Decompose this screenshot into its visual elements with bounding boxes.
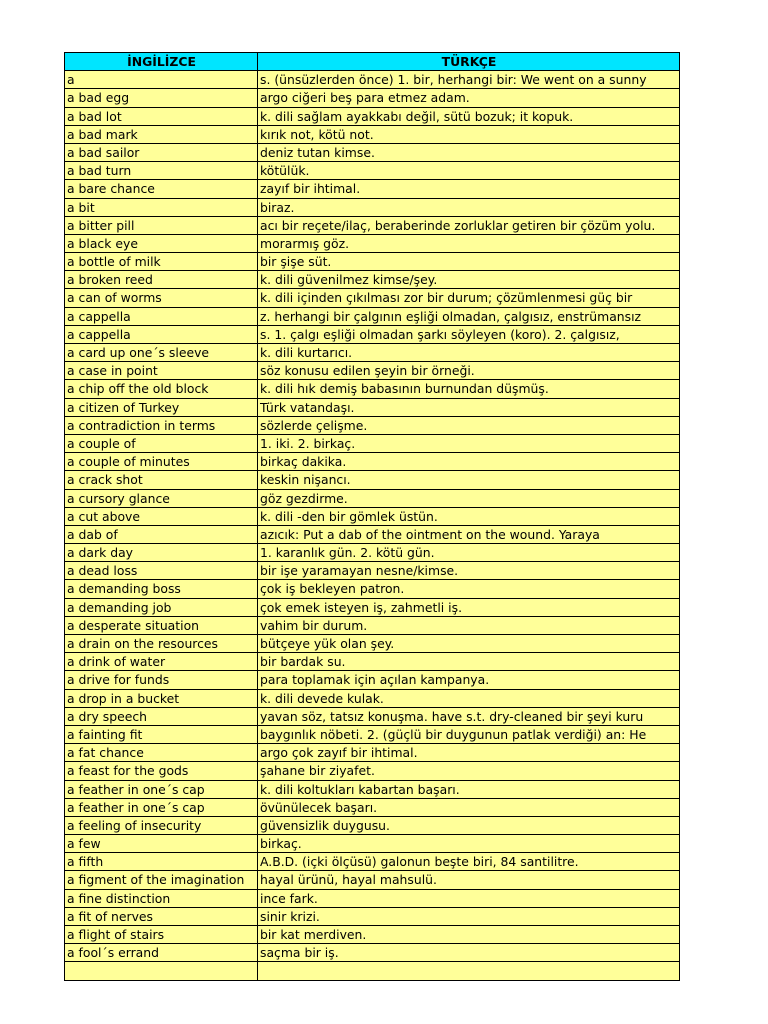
- table-row: [65, 234, 680, 252]
- english-cell[interactable]: a can of worms: [65, 289, 258, 307]
- english-cell[interactable]: a cursory glance: [65, 489, 258, 507]
- dictionary-table: [64, 52, 680, 981]
- turkish-cell[interactable]: A.B.D. (içki ölçüsü) galonun beşte biri, 84 santilitre.: [258, 853, 680, 871]
- english-cell[interactable]: a citizen of Turkey: [65, 398, 258, 416]
- english-cell[interactable]: a fat chance: [65, 744, 258, 762]
- table-row: [65, 471, 680, 489]
- table-row: [65, 398, 680, 416]
- turkish-cell[interactable]: sözlerde çelişme.: [258, 416, 680, 434]
- turkish-cell[interactable]: güvensizlik duygusu.: [258, 816, 680, 834]
- english-cell[interactable]: a cappella: [65, 325, 258, 343]
- turkish-cell[interactable]: morarmış göz.: [258, 234, 680, 252]
- english-cell[interactable]: a black eye: [65, 234, 258, 252]
- header-turkish[interactable]: TÜRKÇE: [258, 53, 680, 71]
- english-cell[interactable]: a contradiction in terms: [65, 416, 258, 434]
- english-cell[interactable]: a: [65, 71, 258, 89]
- english-cell[interactable]: a bad lot: [65, 107, 258, 125]
- turkish-cell[interactable]: kırık not, kötü not.: [258, 125, 680, 143]
- table-row: [65, 434, 680, 452]
- turkish-cell[interactable]: birkaç.: [258, 835, 680, 853]
- english-cell[interactable]: a bad mark: [65, 125, 258, 143]
- english-cell[interactable]: a cappella: [65, 307, 258, 325]
- english-cell[interactable]: a bad egg: [65, 89, 258, 107]
- english-cell[interactable]: a feather in one´s cap: [65, 798, 258, 816]
- table-row: [65, 125, 680, 143]
- turkish-cell[interactable]: keskin nişancı.: [258, 471, 680, 489]
- english-cell[interactable]: a drive for funds: [65, 671, 258, 689]
- turkish-cell[interactable]: çok iş bekleyen patron.: [258, 580, 680, 598]
- turkish-cell[interactable]: k. dili sağlam ayakkabı değil, sütü bozuk; it kopuk.: [258, 107, 680, 125]
- english-cell[interactable]: a fit of nerves: [65, 907, 258, 925]
- table-row: [65, 653, 680, 671]
- english-cell[interactable]: a dab of: [65, 525, 258, 543]
- english-cell[interactable]: a fine distinction: [65, 889, 258, 907]
- english-cell[interactable]: a fool´s errand: [65, 944, 258, 962]
- english-cell[interactable]: a few: [65, 835, 258, 853]
- english-cell[interactable]: a fainting fit: [65, 725, 258, 743]
- table-row: [65, 816, 680, 834]
- table-row: [65, 962, 680, 980]
- turkish-cell[interactable]: k. dili devede kulak.: [258, 689, 680, 707]
- turkish-cell[interactable]: çok emek isteyen iş, zahmetli iş.: [258, 598, 680, 616]
- english-cell[interactable]: a bare chance: [65, 180, 258, 198]
- english-cell[interactable]: a bad sailor: [65, 143, 258, 161]
- table-row: [65, 162, 680, 180]
- table-row: [65, 89, 680, 107]
- turkish-cell[interactable]: [258, 962, 680, 980]
- english-cell[interactable]: a demanding boss: [65, 580, 258, 598]
- english-cell[interactable]: a cut above: [65, 507, 258, 525]
- turkish-cell[interactable]: bütçeye yük olan şey.: [258, 635, 680, 653]
- english-cell[interactable]: a couple of minutes: [65, 453, 258, 471]
- table-row: [65, 180, 680, 198]
- english-cell[interactable]: a fifth: [65, 853, 258, 871]
- turkish-cell[interactable]: vahim bir durum.: [258, 616, 680, 634]
- english-cell[interactable]: a drain on the resources: [65, 635, 258, 653]
- table-row: [65, 889, 680, 907]
- turkish-cell[interactable]: argo ciğeri beş para etmez adam.: [258, 89, 680, 107]
- table-row: [65, 707, 680, 725]
- english-cell[interactable]: [65, 962, 258, 980]
- table-row: [65, 725, 680, 743]
- english-cell[interactable]: a feather in one´s cap: [65, 780, 258, 798]
- table-row: [65, 762, 680, 780]
- english-cell[interactable]: a feast for the gods: [65, 762, 258, 780]
- turkish-cell[interactable]: biraz.: [258, 198, 680, 216]
- table-row: [65, 562, 680, 580]
- table-row: [65, 198, 680, 216]
- turkish-cell[interactable]: 1. karanlık gün. 2. kötü gün.: [258, 544, 680, 562]
- turkish-cell[interactable]: bir işe yaramayan nesne/kimse.: [258, 562, 680, 580]
- turkish-cell[interactable]: k. dili koltukları kabartan başarı.: [258, 780, 680, 798]
- english-cell[interactable]: a drop in a bucket: [65, 689, 258, 707]
- table-row: [65, 598, 680, 616]
- english-cell[interactable]: a bottle of milk: [65, 253, 258, 271]
- english-cell[interactable]: a drink of water: [65, 653, 258, 671]
- turkish-cell[interactable]: k. dili kurtarıcı.: [258, 344, 680, 362]
- table-row: [65, 216, 680, 234]
- turkish-cell[interactable]: ince fark.: [258, 889, 680, 907]
- table-row: [65, 944, 680, 962]
- turkish-cell[interactable]: k. dili hık demiş babasının burnundan düşmüş.: [258, 380, 680, 398]
- table-row: [65, 289, 680, 307]
- table-row: [65, 507, 680, 525]
- table-row: [65, 416, 680, 434]
- turkish-cell[interactable]: göz gezdirme.: [258, 489, 680, 507]
- turkish-cell[interactable]: deniz tutan kimse.: [258, 143, 680, 161]
- table-row: [65, 107, 680, 125]
- turkish-cell[interactable]: zayıf bir ihtimal.: [258, 180, 680, 198]
- table-row: [65, 544, 680, 562]
- table-row: [65, 143, 680, 161]
- turkish-cell[interactable]: kötülük.: [258, 162, 680, 180]
- table-row: [65, 489, 680, 507]
- table-row: [65, 907, 680, 925]
- english-cell[interactable]: a dead loss: [65, 562, 258, 580]
- turkish-cell[interactable]: s. (ünsüzlerden önce) 1. bir, herhangi bir: We went on a sunny: [258, 71, 680, 89]
- turkish-cell[interactable]: hayal ürünü, hayal mahsulü.: [258, 871, 680, 889]
- english-cell[interactable]: a dry speech: [65, 707, 258, 725]
- turkish-cell[interactable]: bir bardak su.: [258, 653, 680, 671]
- english-cell[interactable]: a demanding job: [65, 598, 258, 616]
- turkish-cell[interactable]: sinir krizi.: [258, 907, 680, 925]
- english-cell[interactable]: a crack shot: [65, 471, 258, 489]
- english-cell[interactable]: a bit: [65, 198, 258, 216]
- table-row: [65, 689, 680, 707]
- table-row: [65, 325, 680, 343]
- english-cell[interactable]: a figment of the imagination: [65, 871, 258, 889]
- turkish-cell[interactable]: azıcık: Put a dab of the ointment on the wound. Yaraya: [258, 525, 680, 543]
- english-cell[interactable]: a dark day: [65, 544, 258, 562]
- turkish-cell[interactable]: k. dili -den bir gömlek üstün.: [258, 507, 680, 525]
- english-cell[interactable]: a desperate situation: [65, 616, 258, 634]
- table-row: [65, 926, 680, 944]
- english-cell[interactable]: a couple of: [65, 434, 258, 452]
- table-row: [65, 635, 680, 653]
- table-row: [65, 362, 680, 380]
- table-row: [65, 580, 680, 598]
- turkish-cell[interactable]: 1. iki. 2. birkaç.: [258, 434, 680, 452]
- turkish-cell[interactable]: bir şişe süt.: [258, 253, 680, 271]
- turkish-cell[interactable]: s. 1. çalgı eşliği olmadan şarkı söyleyen (koro). 2. çalgısız,: [258, 325, 680, 343]
- turkish-cell[interactable]: övünülecek başarı.: [258, 798, 680, 816]
- table-row: [65, 525, 680, 543]
- table-row: [65, 307, 680, 325]
- english-cell[interactable]: a chip off the old block: [65, 380, 258, 398]
- table-row: [65, 871, 680, 889]
- table-row: [65, 71, 680, 89]
- turkish-cell[interactable]: k. dili güvenilmez kimse/şey.: [258, 271, 680, 289]
- turkish-cell[interactable]: k. dili içinden çıkılması zor bir durum; çözümlenmesi güç bir: [258, 289, 680, 307]
- table-row: [65, 253, 680, 271]
- english-cell[interactable]: a case in point: [65, 362, 258, 380]
- turkish-cell[interactable]: birkaç dakika.: [258, 453, 680, 471]
- table-row: [65, 853, 680, 871]
- table-row: [65, 671, 680, 689]
- table-row: [65, 380, 680, 398]
- table-row: [65, 271, 680, 289]
- turkish-cell[interactable]: yavan söz, tatsız konuşma. have s.t. dry-cleaned bir şeyi kuru: [258, 707, 680, 725]
- turkish-cell[interactable]: argo çok zayıf bir ihtimal.: [258, 744, 680, 762]
- header-english[interactable]: İNGİLİZCE: [65, 53, 258, 71]
- turkish-cell[interactable]: acı bir reçete/ilaç, beraberinde zorluklar getiren bir çözüm yolu.: [258, 216, 680, 234]
- english-cell[interactable]: a card up one´s sleeve: [65, 344, 258, 362]
- english-cell[interactable]: a feeling of insecurity: [65, 816, 258, 834]
- table-body: [65, 71, 680, 980]
- turkish-cell[interactable]: şahane bir ziyafet.: [258, 762, 680, 780]
- table-row: [65, 344, 680, 362]
- table-row: [65, 453, 680, 471]
- english-cell[interactable]: a flight of stairs: [65, 926, 258, 944]
- turkish-cell[interactable]: para toplamak için açılan kampanya.: [258, 671, 680, 689]
- english-cell[interactable]: a bad turn: [65, 162, 258, 180]
- turkish-cell[interactable]: söz konusu edilen şeyin bir örneği.: [258, 362, 680, 380]
- turkish-cell[interactable]: baygınlık nöbeti. 2. (güçlü bir duygunun patlak verdiği) an: He: [258, 725, 680, 743]
- turkish-cell[interactable]: z. herhangi bir çalgının eşliği olmadan, çalgısız, enstrümansız: [258, 307, 680, 325]
- header-row: [65, 53, 680, 71]
- table-row: [65, 835, 680, 853]
- turkish-cell[interactable]: saçma bir iş.: [258, 944, 680, 962]
- english-cell[interactable]: a broken reed: [65, 271, 258, 289]
- table-row: [65, 780, 680, 798]
- turkish-cell[interactable]: bir kat merdiven.: [258, 926, 680, 944]
- table-row: [65, 616, 680, 634]
- english-cell[interactable]: a bitter pill: [65, 216, 258, 234]
- turkish-cell[interactable]: Türk vatandaşı.: [258, 398, 680, 416]
- table-row: [65, 744, 680, 762]
- table-row: [65, 798, 680, 816]
